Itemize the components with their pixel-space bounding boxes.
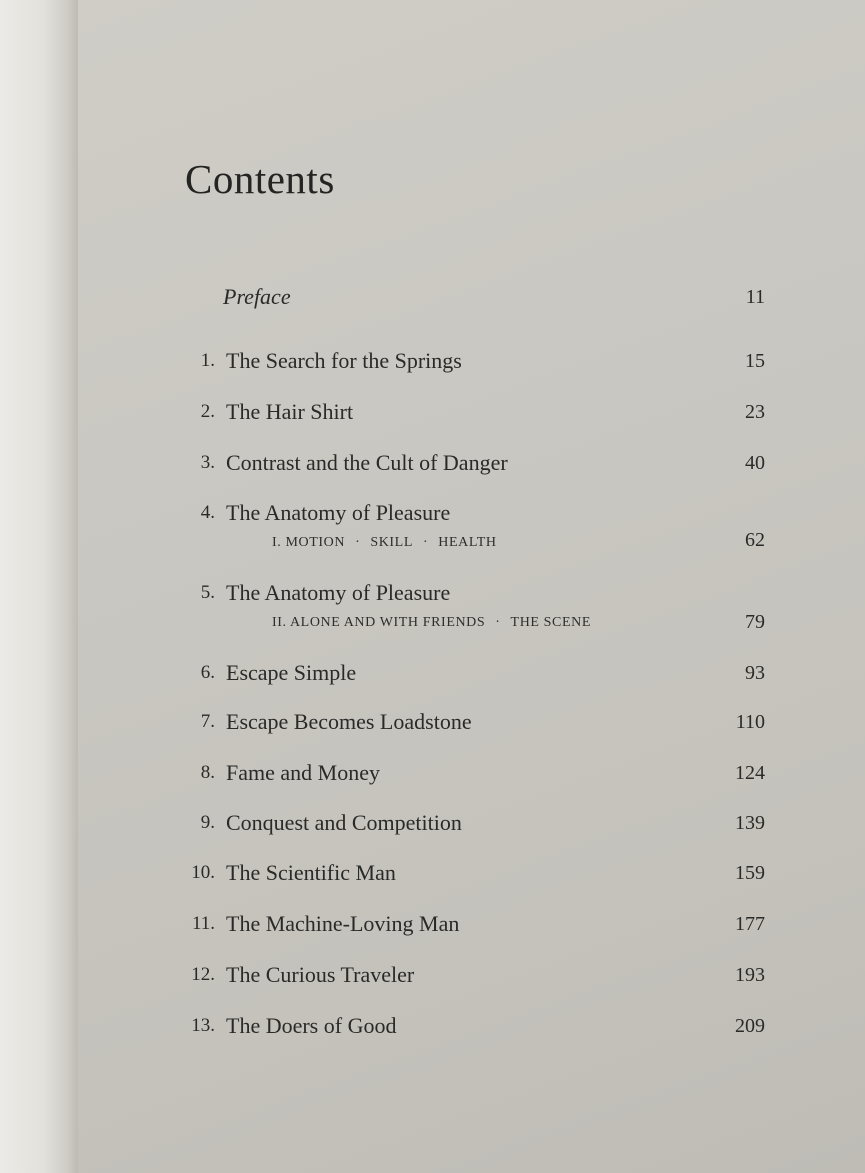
- toc-entry-page: 40: [745, 452, 765, 474]
- toc-entry-title: Escape Becomes Loadstone: [226, 709, 472, 734]
- toc-entry-preface: [0, 286, 865, 326]
- toc-entry: [0, 350, 865, 390]
- toc-entry-page: 93: [745, 662, 765, 684]
- toc-entry: [0, 862, 865, 902]
- toc-entry-title: The Hair Shirt: [226, 399, 354, 424]
- toc-entry-number: 1.: [200, 350, 215, 371]
- toc-entry-number: 5.: [200, 582, 215, 603]
- toc-entry: [0, 762, 865, 802]
- toc-entry: [0, 502, 865, 572]
- toc-entry-number: 6.: [200, 662, 215, 683]
- toc-entry-number: 13.: [191, 1015, 215, 1036]
- toc-entry-title: The Doers of Good: [226, 1013, 397, 1038]
- toc-entry-page: 11: [745, 286, 765, 308]
- toc-entry: [0, 711, 865, 751]
- toc-entry-page: 209: [735, 1015, 765, 1037]
- toc-entry: [0, 452, 865, 492]
- toc-entry: [0, 812, 865, 852]
- toc-entry-title: The Anatomy of Pleasure: [226, 500, 451, 525]
- subtitle-part: THE SCENE: [510, 615, 591, 630]
- toc-entry-page: 124: [735, 762, 765, 784]
- toc-entry: [0, 662, 865, 702]
- toc-entry-title: Contrast and the Cult of Danger: [226, 450, 508, 475]
- toc-entry-page: 110: [735, 711, 765, 733]
- toc-entry-number: 11.: [191, 913, 215, 934]
- subtitle-part: SKILL: [370, 535, 413, 550]
- toc-entry-title: The Curious Traveler: [226, 962, 415, 987]
- page-title: Contents: [185, 156, 335, 203]
- toc-entry-subtitle: [272, 615, 591, 631]
- toc-entry-page: 62: [745, 529, 765, 551]
- toc-entry-page: 15: [745, 350, 765, 372]
- toc-entry-number: 4.: [200, 502, 215, 523]
- subtitle-part: I. MOTION: [272, 535, 346, 550]
- toc-entry-title: Conquest and Competition: [226, 810, 462, 835]
- toc-entry-number: 7.: [200, 711, 215, 732]
- toc-entry-number: 12.: [191, 964, 215, 985]
- separator-dot: ·: [423, 535, 429, 550]
- toc-entry-page: 79: [745, 611, 765, 633]
- toc-entry: [0, 1015, 865, 1055]
- toc-entry-page: 177: [735, 913, 765, 935]
- subtitle-part: HEALTH: [438, 535, 497, 550]
- toc-entry-title: The Search for the Springs: [226, 348, 462, 373]
- toc-entry-number: 8.: [200, 762, 215, 783]
- toc-entry-number: 2.: [200, 401, 215, 422]
- separator-dot: ·: [495, 615, 501, 630]
- toc-entry-number: 10.: [191, 862, 215, 883]
- toc-entry-subtitle: [272, 535, 497, 551]
- toc-entry-number: 9.: [200, 812, 215, 833]
- subtitle-part: II. ALONE AND WITH FRIENDS: [272, 615, 486, 630]
- toc-entry-page: 193: [735, 964, 765, 986]
- toc-entry-page: 23: [745, 401, 765, 423]
- toc-entry-title: The Machine-Loving Man: [226, 911, 460, 936]
- toc-entry-title: The Anatomy of Pleasure: [226, 580, 451, 605]
- toc-entry-title: Escape Simple: [226, 660, 357, 685]
- toc-entry: [0, 913, 865, 953]
- toc-entry: [0, 582, 865, 652]
- toc-entry-page: 159: [735, 862, 765, 884]
- toc-entry-page: 139: [735, 812, 765, 834]
- toc-entry-title: Fame and Money: [226, 760, 380, 785]
- toc-entry-title: Preface: [223, 284, 291, 309]
- toc-entry: [0, 401, 865, 441]
- toc-entry: [0, 964, 865, 1004]
- separator-dot: ·: [355, 535, 361, 550]
- toc-entry-title: The Scientific Man: [226, 860, 396, 885]
- toc-entry-number: 3.: [200, 452, 215, 473]
